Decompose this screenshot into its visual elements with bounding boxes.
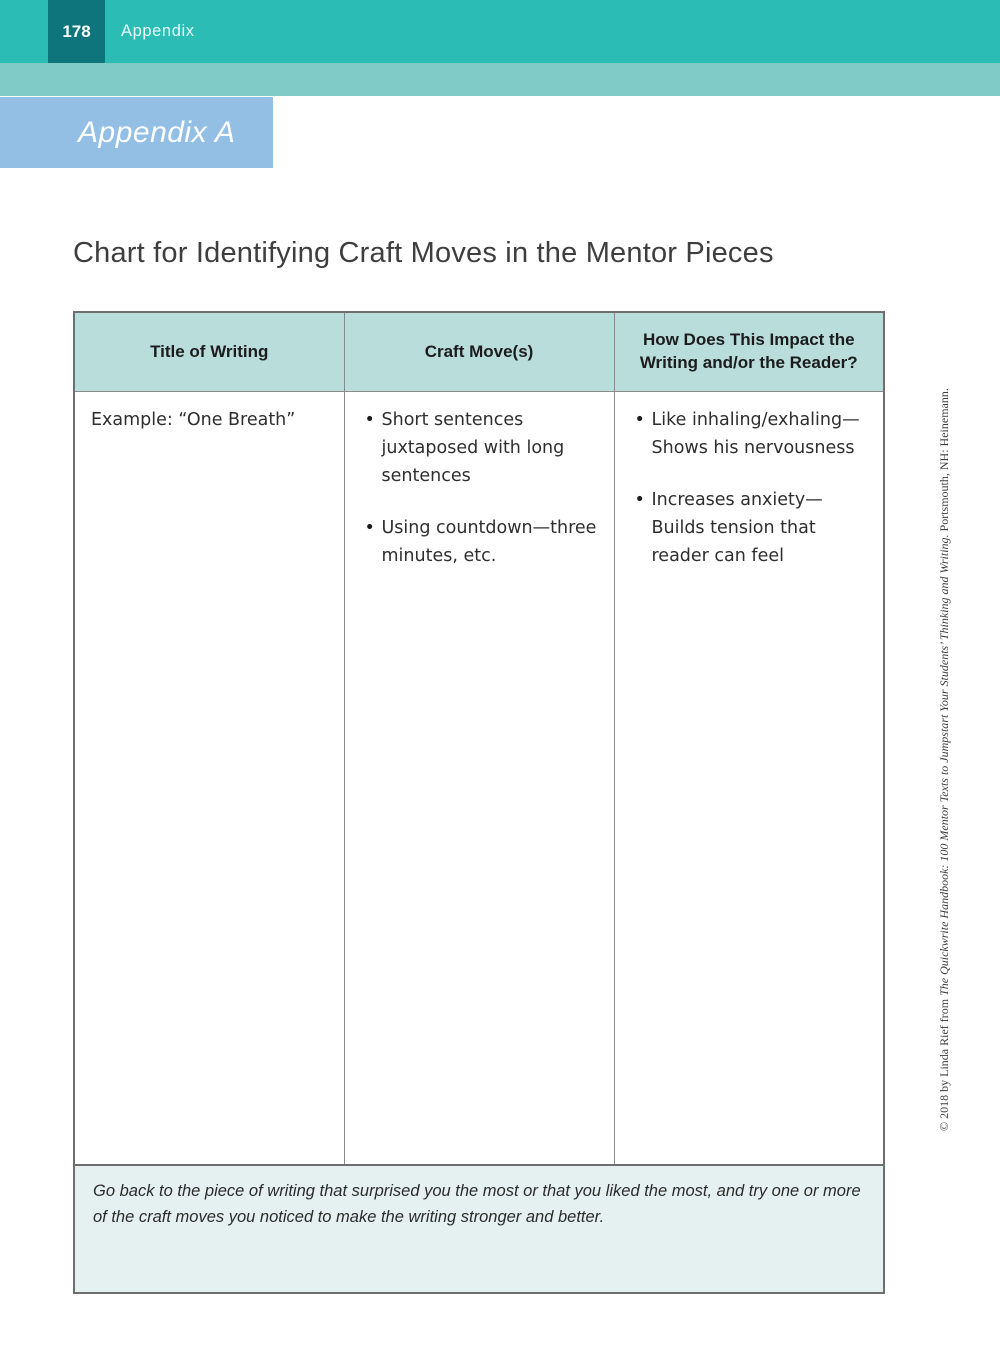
impact-item: • Increases anxiety— Builds tension that reader can feel: [635, 486, 870, 570]
appendix-banner-label: Appendix A: [78, 115, 236, 149]
header-accent-strip: [0, 63, 1000, 96]
table-header-row: [74, 312, 884, 392]
header-section-label: Appendix: [121, 22, 195, 40]
col-header-title-of-writing: Title of Writing: [74, 312, 344, 392]
page-number-box: [48, 0, 105, 63]
copyright-suffix: Portsmouth, NH: Heinemann.: [937, 388, 951, 535]
table-footer-row: [74, 1165, 884, 1293]
table-footer-note: Go back to the piece of writing that surprised you the most or that you liked the most, and try one or more of the craft moves you noticed to make the writing stronger and better.: [74, 1165, 884, 1293]
page-number: 178: [62, 21, 91, 41]
impact-list: [631, 406, 870, 570]
cell-impact: [614, 392, 884, 1166]
copyright-sidebar-text: [937, 388, 963, 1131]
cell-craft-moves: [344, 392, 614, 1166]
craft-move-item: • Short sentences juxtaposed with long sentences: [365, 406, 600, 490]
table-row: [74, 392, 884, 1166]
example-title-text: Example: “One Breath”: [91, 410, 296, 430]
col-header-impact: How Does This Impact the Writing and/or the Reader?: [614, 312, 884, 392]
col-header-craft-moves: Craft Move(s): [344, 312, 614, 392]
copyright-book-title: The Quickwrite Handbook: 100 Mentor Texts to Jumpstart Your Students’ Thinking and Writing.: [937, 534, 951, 996]
impact-item: • Like inhaling/exhaling— Shows his nervousness: [635, 406, 870, 462]
page-title: Chart for Identifying Craft Moves in the Mentor Pieces: [73, 237, 774, 269]
craft-moves-table: [73, 311, 885, 1294]
page-header-bar: [0, 0, 1000, 63]
craft-move-item: • Using countdown—three minutes, etc.: [365, 514, 600, 570]
craft-moves-list: [361, 406, 600, 570]
cell-title-of-writing: [74, 392, 344, 1166]
appendix-banner: [0, 97, 273, 168]
copyright-prefix: © 2018 by Linda Rief from: [937, 995, 951, 1131]
